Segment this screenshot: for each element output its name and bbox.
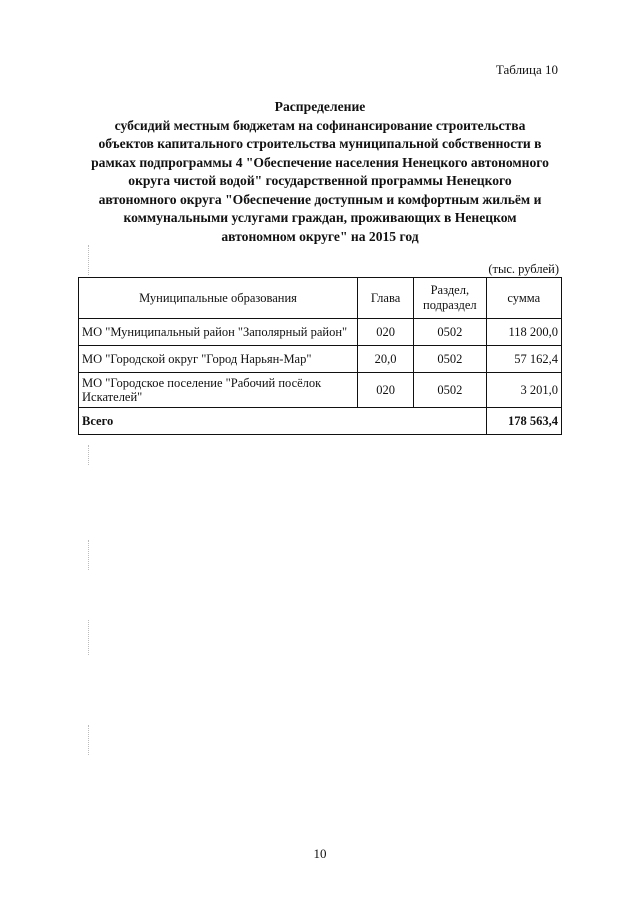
- table-total-row: [79, 408, 562, 435]
- cell-summa: 3 201,0: [486, 373, 561, 408]
- heading-line: автономного округа "Обеспечение доступным и комфортным жильём и: [98, 191, 542, 207]
- table-row: [79, 319, 562, 346]
- table-header-row: [79, 278, 562, 319]
- cell-razdel: 0502: [414, 373, 486, 408]
- heading-line: автономном округе" на 2015 год: [221, 228, 419, 244]
- cell-glava: 020: [358, 373, 414, 408]
- cell-razdel: 0502: [414, 319, 486, 346]
- table-row: [79, 346, 562, 373]
- scan-artifact: [88, 540, 91, 570]
- heading-line: коммунальными услугами граждан, проживающих в Ненецком: [123, 210, 517, 225]
- cell-summa: 57 162,4: [486, 346, 561, 373]
- header-summa: сумма: [486, 278, 561, 319]
- document-heading: [70, 98, 570, 246]
- cell-municipality: МО "Муниципальный район "Заполярный район": [79, 319, 358, 346]
- heading-line: субсидий местным бюджетам на софинансирование строительства: [114, 117, 526, 133]
- total-summa: 178 563,4: [486, 408, 561, 435]
- scan-artifact: [88, 445, 91, 465]
- units-note: (тыс. рублей): [488, 262, 559, 276]
- scan-artifact: [88, 245, 91, 275]
- heading-line: Распределение: [274, 99, 366, 114]
- heading-line: объектов капитального строительства муниципальной собственности в: [98, 136, 542, 151]
- table-row: [79, 373, 562, 408]
- cell-glava: 20,0: [358, 346, 414, 373]
- scan-artifact: [88, 620, 91, 655]
- header-municipalities: Муниципальные образования: [79, 278, 358, 319]
- cell-razdel: 0502: [414, 346, 486, 373]
- total-label: Всего: [79, 408, 487, 435]
- cell-glava: 020: [358, 319, 414, 346]
- header-glava: Глава: [358, 278, 414, 319]
- subsidies-table: [78, 277, 562, 435]
- cell-municipality: МО "Городское поселение "Рабочий посёлок Искателей": [79, 373, 358, 408]
- cell-municipality: МО "Городской округ "Город Нарьян-Мар": [79, 346, 358, 373]
- scan-artifact: [88, 725, 91, 755]
- heading-line: рамках подпрограммы 4 "Обеспечение населения Ненецкого автономного: [91, 154, 549, 170]
- header-razdel: Раздел, подраздел: [414, 278, 486, 319]
- page-number: 10: [313, 846, 327, 861]
- table-label: Таблица 10: [495, 62, 558, 77]
- cell-summa: 118 200,0: [486, 319, 561, 346]
- heading-line: округа чистой водой" государственной программы Ненецкого: [128, 173, 512, 188]
